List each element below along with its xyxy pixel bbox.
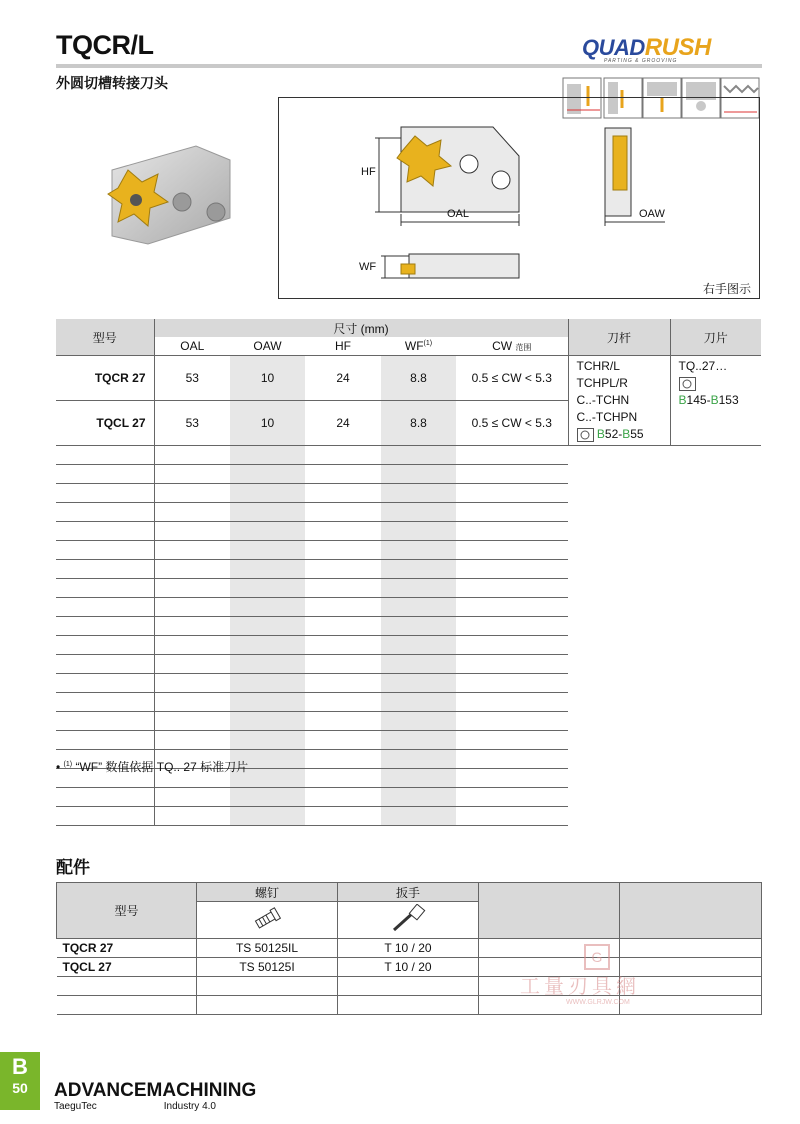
screw-icon (197, 902, 338, 939)
section-letter: B (12, 1054, 28, 1079)
empty-row (56, 712, 761, 731)
col-hf-header: HF (305, 337, 381, 356)
col-insert-header: 刀片 (670, 319, 761, 356)
dim-oaw-label: OAW (639, 208, 665, 220)
page-tab (0, 1052, 40, 1110)
magnifier-book-icon (577, 428, 594, 442)
insert-list (670, 356, 761, 446)
col-oal-header: OAL (154, 337, 230, 356)
page-subtitle: 外圆切槽转接刀头 (56, 75, 168, 91)
technical-diagram (278, 97, 760, 299)
product-photo (98, 140, 248, 250)
acc-col-model-header: 型号 (57, 883, 197, 939)
row-oal: 53 (154, 356, 230, 401)
holder-item: C..-TCHPN (576, 410, 638, 424)
table-row: TQCL 27 TS 50125I T 10 / 20 (57, 958, 762, 977)
wrench-value: T 10 / 20 (338, 939, 479, 958)
accessories-table (56, 882, 762, 1015)
empty-row (56, 807, 761, 826)
col-oaw-header: OAW (230, 337, 305, 356)
holder-item: TCHPL/R (576, 376, 628, 390)
row-model: TQCR 27 (56, 356, 154, 401)
empty-row (56, 674, 761, 693)
empty-row (56, 503, 761, 522)
insert-ref[interactable]: B145-B153 (678, 393, 739, 407)
row-hf: 24 (305, 401, 381, 446)
dim-oal-label: OAL (447, 208, 470, 220)
holder-ref[interactable]: B52-B55 (577, 426, 662, 443)
empty-row (56, 446, 761, 465)
empty-row (56, 579, 761, 598)
row-oal: 53 (154, 401, 230, 446)
holder-list (568, 356, 670, 446)
col-model-header: 型号 (56, 319, 154, 356)
footnote: • $^{(1)}$ “WF” 数值依据 TQ.. 27 标准刀片 (56, 760, 249, 774)
watermark: G 工量刃具網 WWW.GLRJW.COM (520, 944, 640, 1006)
row-wf: 8.8 (381, 401, 456, 446)
row-cw: 0.5 ≤ CW < 5.3 (456, 401, 568, 446)
right-hand-note: 右手图示 (703, 282, 752, 296)
footer-logo: ADVANCEMACHINING (54, 1080, 257, 1101)
empty-row (56, 541, 761, 560)
row-wf: 8.8 (381, 356, 456, 401)
empty-row (56, 484, 761, 503)
brand-suffix: RUSH (644, 34, 711, 61)
screw-value: TS 50125IL (197, 939, 338, 958)
acc-col-screw-header: 螺钉 (197, 883, 338, 902)
brand-prefix: QUAD (582, 35, 645, 60)
row-oaw: 10 (230, 401, 305, 446)
screw-value: TS 50125I (197, 958, 338, 977)
footer-sub: TaeguTec Industry 4.0 (54, 1101, 216, 1112)
empty-row (56, 522, 761, 541)
col-holder-header: 刀杆 (568, 319, 670, 356)
title-rule (56, 64, 762, 68)
dim-wf-label: WF (359, 261, 377, 273)
acc-col-wrench-header: 扳手 (338, 883, 479, 902)
table-row: TQCR 27 TS 50125IL T 10 / 20 (57, 939, 762, 958)
insert-item: TQ..27… (678, 359, 728, 373)
page-number: 50 (12, 1080, 28, 1096)
empty-row (56, 560, 761, 579)
empty-row (56, 636, 761, 655)
empty-row (56, 731, 761, 750)
row-hf: 24 (305, 356, 381, 401)
col-dims-header: 尺寸 (mm) (154, 319, 568, 337)
empty-row (56, 693, 761, 712)
spec-table (56, 319, 761, 826)
brand-tag: PARTING & GROOVING (604, 58, 678, 64)
empty-row (56, 617, 761, 636)
page-title: TQCR/L (56, 30, 154, 60)
brand-logo (582, 34, 762, 64)
col-cw-header: CW 范围 (456, 337, 568, 356)
col-wf-header: WF$^{(1)}$ (381, 337, 456, 356)
table-row (56, 356, 761, 401)
holder-item: TCHR/L (576, 359, 620, 373)
row-model: TQCL 27 (56, 401, 154, 446)
empty-row (56, 465, 761, 484)
row-cw: 0.5 ≤ CW < 5.3 (456, 356, 568, 401)
holder-item: C..-TCHN (576, 393, 630, 407)
empty-row (56, 655, 761, 674)
magnifier-book-icon (679, 377, 696, 391)
wrench-value: T 10 / 20 (338, 958, 479, 977)
empty-row (56, 598, 761, 617)
empty-row (56, 788, 761, 807)
wrench-icon (338, 902, 479, 939)
row-oaw: 10 (230, 356, 305, 401)
dim-hf-label: HF (361, 166, 376, 178)
accessories-title: 配件 (56, 858, 90, 877)
